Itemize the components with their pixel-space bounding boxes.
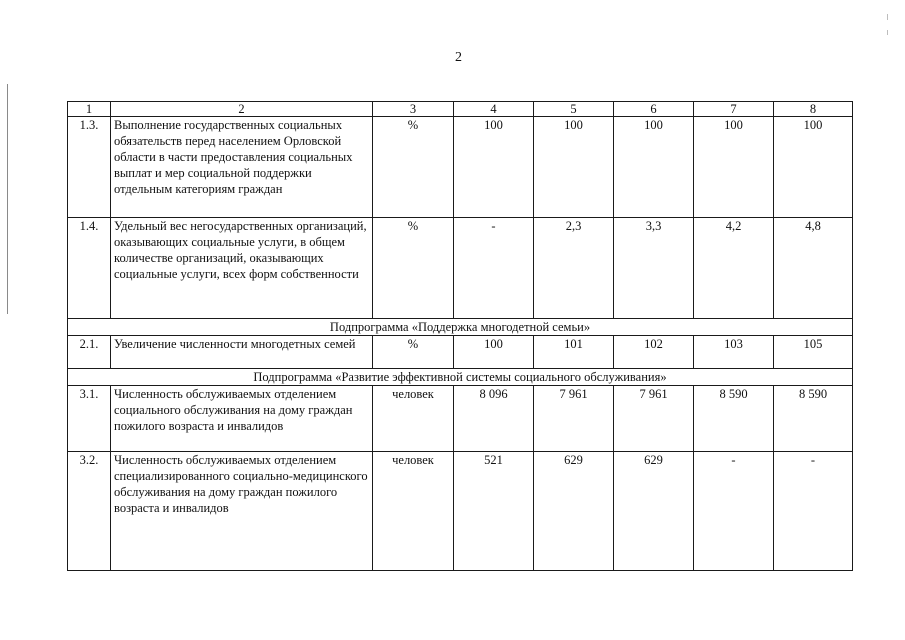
indicator-text: Увеличение численности многодетных семей — [111, 336, 373, 369]
indicator-text: Численность обслуживаемых отделением специализированного социально-медицинского обслуживания на дому граждан пожилого возраста и инвалидов — [111, 452, 373, 571]
value-cell: 7 961 — [534, 386, 614, 452]
table-header-row — [68, 102, 853, 117]
section-title: Подпрограмма «Развитие эффективной системы социального обслуживания» — [68, 369, 853, 386]
value-cell: 521 — [454, 452, 534, 571]
value-cell: - — [694, 452, 774, 571]
unit-cell: % — [373, 117, 454, 218]
column-header: 5 — [534, 102, 614, 117]
table-row — [68, 336, 853, 369]
indicator-text: Выполнение государственных социальных обязательств перед населением Орловской области в части предоставления социальных выплат и мер социальной поддержки отдельным категориям граждан — [111, 117, 373, 218]
unit-cell: % — [373, 218, 454, 319]
value-cell: 4,2 — [694, 218, 774, 319]
row-number: 1.3. — [68, 117, 111, 218]
value-cell: 103 — [694, 336, 774, 369]
value-cell: 8 096 — [454, 386, 534, 452]
table-row — [68, 452, 853, 571]
scan-margin-line — [7, 84, 8, 314]
value-cell: 629 — [534, 452, 614, 571]
value-cell: 8 590 — [774, 386, 853, 452]
column-header: 4 — [454, 102, 534, 117]
section-heading-row — [68, 319, 853, 336]
value-cell: 101 — [534, 336, 614, 369]
unit-cell: % — [373, 336, 454, 369]
value-cell: 7 961 — [614, 386, 694, 452]
table-row — [68, 386, 853, 452]
table-row — [68, 218, 853, 319]
table-row — [68, 117, 853, 218]
unit-cell: человек — [373, 452, 454, 571]
row-number: 1.4. — [68, 218, 111, 319]
row-number: 2.1. — [68, 336, 111, 369]
scan-corner-mark — [887, 14, 888, 20]
value-cell: 4,8 — [774, 218, 853, 319]
value-cell: 2,3 — [534, 218, 614, 319]
row-number: 3.2. — [68, 452, 111, 571]
value-cell: 100 — [774, 117, 853, 218]
indicators-table — [67, 101, 853, 571]
indicator-text: Удельный вес негосударственных организаций, оказывающих социальные услуги, в общем количестве организаций, оказывающих социальные услуги, всех форм собственности — [111, 218, 373, 319]
scan-corner-mark — [887, 30, 888, 35]
column-header: 3 — [373, 102, 454, 117]
column-header: 8 — [774, 102, 853, 117]
value-cell: 100 — [614, 117, 694, 218]
value-cell: 105 — [774, 336, 853, 369]
row-number: 3.1. — [68, 386, 111, 452]
indicator-text: Численность обслуживаемых отделением социального обслуживания на дому граждан пожилого возраста и инвалидов — [111, 386, 373, 452]
value-cell: 100 — [454, 117, 534, 218]
unit-cell: человек — [373, 386, 454, 452]
value-cell: 102 — [614, 336, 694, 369]
value-cell: 629 — [614, 452, 694, 571]
column-header: 6 — [614, 102, 694, 117]
column-header: 2 — [111, 102, 373, 117]
value-cell: 100 — [454, 336, 534, 369]
value-cell: 100 — [694, 117, 774, 218]
value-cell: 8 590 — [694, 386, 774, 452]
section-heading-row — [68, 369, 853, 386]
value-cell: 3,3 — [614, 218, 694, 319]
value-cell: - — [454, 218, 534, 319]
value-cell: - — [774, 452, 853, 571]
page-number: 2 — [455, 50, 462, 65]
value-cell: 100 — [534, 117, 614, 218]
section-title: Подпрограмма «Поддержка многодетной семьи» — [68, 319, 853, 336]
column-header: 7 — [694, 102, 774, 117]
column-header: 1 — [68, 102, 111, 117]
